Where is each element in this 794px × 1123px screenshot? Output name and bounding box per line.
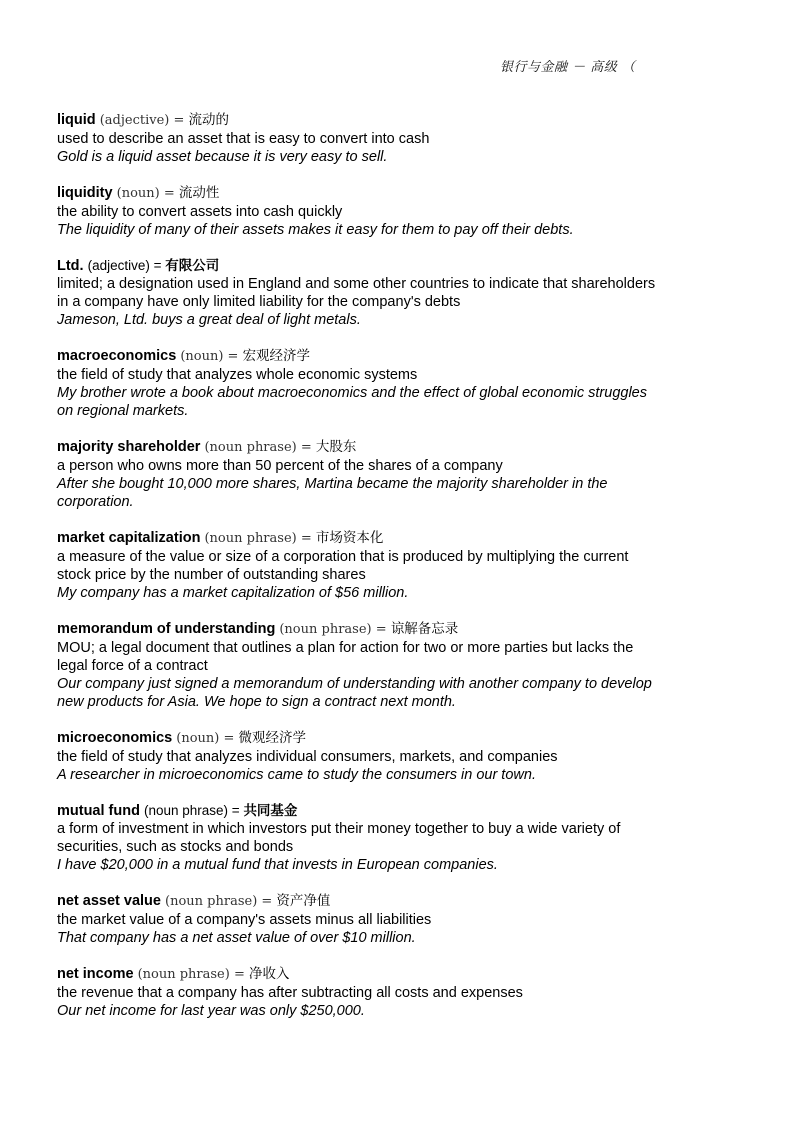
entry-chinese: 有限公司 <box>165 258 220 274</box>
entry-part-of-speech: (noun phrase) = <box>204 440 316 455</box>
entry-definition: the field of study that analyzes individual consumers, markets, and companies <box>57 749 558 765</box>
entry-chinese: 市场资本化 <box>315 530 384 546</box>
entry-example: Our net income for last year was only $250,000. <box>57 1003 365 1019</box>
entry-definition: a person who owns more than 50 percent of the shares of a company <box>57 458 503 474</box>
glossary-entry <box>57 184 657 239</box>
entry-example: My company has a market capitalization of $56 million. <box>57 585 409 601</box>
entry-definition: the ability to convert assets into cash quickly <box>57 204 343 220</box>
entry-headline <box>57 620 657 639</box>
entry-headline <box>57 184 657 203</box>
entry-chinese: 大股东 <box>315 439 357 455</box>
glossary-entry <box>57 257 657 329</box>
entry-example: A researcher in microeconomics came to study the consumers in our town. <box>57 767 536 783</box>
glossary-entry <box>57 620 657 711</box>
entry-chinese: 资产净值 <box>276 893 331 909</box>
entry-headline <box>57 802 657 820</box>
entry-example: I have $20,000 in a mutual fund that invests in European companies. <box>57 857 498 873</box>
entry-example: Gold is a liquid asset because it is very easy to sell. <box>57 149 388 165</box>
entry-headline <box>57 257 657 275</box>
glossary-entry <box>57 529 657 602</box>
glossary-entry <box>57 965 657 1020</box>
entry-chinese: 净收入 <box>248 966 290 982</box>
entry-part-of-speech: (adjective) = <box>87 258 166 273</box>
entry-headline <box>57 965 657 984</box>
entry-chinese: 共同基金 <box>243 803 298 819</box>
entry-part-of-speech: (noun phrase) = <box>165 894 277 909</box>
entry-part-of-speech: (noun) = <box>116 186 179 201</box>
entry-definition: used to describe an asset that is easy to convert into cash <box>57 131 430 147</box>
entry-part-of-speech: (noun phrase) = <box>144 803 244 818</box>
entry-headline <box>57 111 657 130</box>
glossary <box>57 111 657 1038</box>
entry-chinese: 宏观经济学 <box>242 348 311 364</box>
entry-definition: the market value of a company's assets minus all liabilities <box>57 912 432 928</box>
entry-example: My brother wrote a book about macroeconomics and the effect of global economic struggles on regional markets. <box>57 385 647 419</box>
entry-headline <box>57 347 657 366</box>
glossary-entry <box>57 729 657 784</box>
entry-example: Jameson, Ltd. buys a great deal of light metals. <box>57 312 361 328</box>
glossary-entry <box>57 438 657 511</box>
entry-definition: a measure of the value or size of a corporation that is produced by multiplying the current stock price by the number of outstanding shares <box>57 549 629 583</box>
entry-term: mutual fund <box>57 803 140 819</box>
entry-definition: the revenue that a company has after subtracting all costs and expenses <box>57 985 523 1001</box>
entry-term: microeconomics <box>57 730 173 746</box>
entry-example: The liquidity of many of their assets makes it easy for them to pay off their debts. <box>57 222 574 238</box>
entry-headline <box>57 892 657 911</box>
entry-term: Ltd. <box>57 258 84 274</box>
entry-example: That company has a net asset value of over $10 million. <box>57 930 416 946</box>
entry-part-of-speech: (adjective) = <box>99 113 189 128</box>
entry-headline <box>57 529 657 548</box>
entry-example: Our company just signed a memorandum of understanding with another company to develop new products for Asia. We hope to sign a contract next month. <box>57 676 652 710</box>
glossary-entry <box>57 802 657 874</box>
entry-term: net asset value <box>57 893 161 909</box>
entry-part-of-speech: (noun) = <box>180 349 243 364</box>
entry-definition: limited; a designation used in England and some other countries to indicate that shareholders in a company have only limited liability for the company's debts <box>57 276 656 310</box>
entry-term: majority shareholder <box>57 439 201 455</box>
entry-chinese: 流动的 <box>188 112 230 128</box>
entry-term: macroeconomics <box>57 348 177 364</box>
entry-part-of-speech: (noun phrase) = <box>137 967 249 982</box>
entry-term: market capitalization <box>57 530 201 546</box>
entry-definition: a form of investment in which investors put their money together to buy a wide variety of securities, such as stocks and bonds <box>57 821 621 855</box>
entry-chinese: 微观经济学 <box>238 730 307 746</box>
entry-chinese: 流动性 <box>178 185 220 201</box>
entry-term: liquid <box>57 112 96 128</box>
entry-headline <box>57 729 657 748</box>
glossary-entry <box>57 111 657 166</box>
entry-example: After she bought 10,000 more shares, Martina became the majority shareholder in the corporation. <box>57 476 608 510</box>
entry-chinese: 谅解备忘录 <box>390 621 459 637</box>
entry-part-of-speech: (noun) = <box>176 731 239 746</box>
page-header: 银行与金融 － 高级 （ <box>500 60 636 75</box>
entry-term: net income <box>57 966 134 982</box>
entry-part-of-speech: (noun phrase) = <box>204 531 316 546</box>
glossary-entry <box>57 347 657 420</box>
glossary-entry <box>57 892 657 947</box>
entry-definition: MOU; a legal document that outlines a plan for action for two or more parties but lacks the legal force of a contract <box>57 640 634 674</box>
entry-term: liquidity <box>57 185 113 201</box>
entry-term: memorandum of understanding <box>57 621 276 637</box>
entry-part-of-speech: (noun phrase) = <box>279 622 391 637</box>
entry-headline <box>57 438 657 457</box>
entry-definition: the field of study that analyzes whole economic systems <box>57 367 418 383</box>
